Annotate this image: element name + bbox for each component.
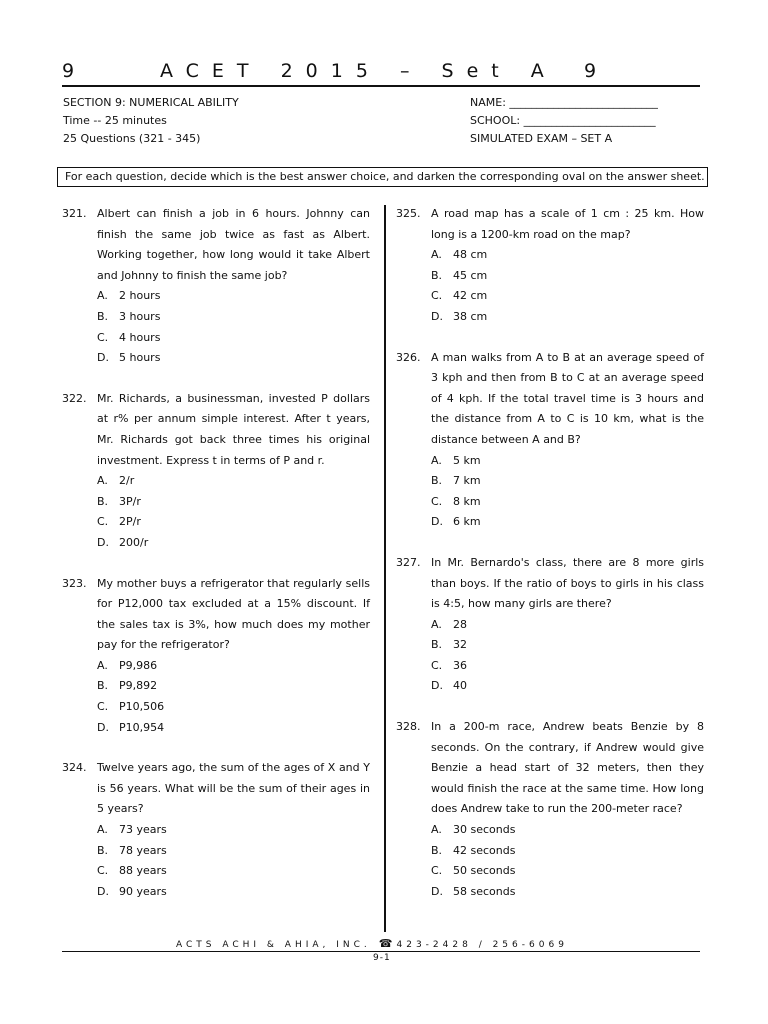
school-field: SCHOOL: ________________________ — [470, 114, 656, 127]
answer-option — [97, 676, 370, 697]
option-letter: D. — [97, 720, 109, 734]
question-text: Mr. Richards, a businessman, invested P dollars at r% per annum simple interest. After t years, Mr. Richards got back three times his original investment. Express t in terms of P and r. — [97, 391, 370, 467]
question-item — [62, 574, 370, 739]
option-letter: C. — [97, 515, 109, 529]
option-letter: A. — [431, 248, 442, 262]
footer-rule — [62, 951, 700, 952]
question-number: 325. — [396, 207, 421, 220]
answer-option — [97, 861, 370, 882]
option-text: 200/r — [119, 535, 149, 549]
option-letter: C. — [431, 864, 443, 878]
answer-option — [431, 286, 704, 307]
option-letter: B. — [97, 679, 109, 693]
option-text: 40 — [453, 679, 467, 693]
answer-option — [431, 266, 704, 287]
phone-numbers: 423-2428 / 256-6069 — [396, 940, 568, 950]
answer-option — [97, 697, 370, 718]
option-letter: A. — [431, 453, 442, 467]
option-text: 3 hours — [119, 309, 161, 323]
option-text: 3P/r — [119, 494, 141, 508]
option-text: 73 years — [119, 823, 167, 837]
option-text: P10,954 — [119, 720, 165, 734]
answer-option — [97, 718, 370, 739]
question-text: Albert can finish a job in 6 hours. Johnny can finish the same job twice as fast as Albert. Working together, how long would it take Albert and Johnny to finish the same job? — [97, 207, 370, 282]
answer-option — [97, 286, 370, 307]
question-text: Twelve years ago, the sum of the ages of X and Y is 56 years. What will be the sum of their ages in 5 years? — [97, 761, 370, 816]
option-text: 58 seconds — [453, 884, 516, 898]
option-text: 88 years — [119, 864, 167, 878]
title-row — [62, 60, 700, 84]
answer-option — [431, 492, 704, 513]
question-text: In a 200-m race, Andrew beats Benzie by 8 seconds. On the contrary, if Andrew would give Benzie a head start of 32 meters, then they would finish the race at the same time. How long does Andrew take to run the 200-meter race? — [431, 720, 704, 816]
question-number: 323. — [62, 576, 87, 590]
exam-title: ACET 2015 – Set A — [160, 60, 557, 82]
answer-option — [431, 882, 704, 903]
option-letter: A. — [97, 823, 108, 837]
name-field: NAME: ___________________________ — [470, 96, 658, 109]
answer-option — [97, 471, 370, 492]
answer-options — [97, 471, 370, 553]
question-item — [62, 204, 370, 369]
answer-option — [431, 676, 704, 697]
option-text: 30 seconds — [453, 823, 516, 837]
answer-option — [431, 656, 704, 677]
answer-option — [97, 533, 370, 554]
student-info — [470, 94, 658, 148]
option-text: 2 hours — [119, 289, 161, 303]
answer-option — [431, 451, 704, 472]
option-letter: B. — [97, 309, 109, 323]
page-number: 9-1 — [373, 953, 391, 963]
answer-option — [431, 635, 704, 656]
answer-option — [431, 471, 704, 492]
option-text: 6 km — [453, 515, 481, 529]
question-item — [396, 553, 704, 697]
question-text: A man walks from A to B at an average speed of 3 kph and then from B to C at an average speed of 4 kph. If the total travel time is 3 hours and the distance from A to C is 10 km, what is the distance between A and B? — [431, 350, 704, 446]
option-letter: B. — [431, 474, 443, 488]
answer-options — [431, 615, 704, 697]
header-rule — [62, 85, 700, 87]
option-text: 7 km — [453, 474, 481, 488]
question-number: 324. — [62, 761, 87, 775]
answer-options — [431, 451, 704, 533]
answer-options — [97, 820, 370, 902]
option-letter: C. — [431, 658, 443, 672]
option-text: 36 — [453, 658, 467, 672]
option-text: 4 hours — [119, 330, 161, 344]
right-question-column — [396, 204, 704, 922]
question-item — [396, 717, 704, 902]
section-number-left: 9 — [62, 60, 77, 82]
question-text: In Mr. Bernardo's class, there are 8 more girls than boys. If the ratio of boys to girls in his class is 4:5, how many girls are there? — [431, 555, 704, 611]
option-letter: B. — [431, 268, 443, 282]
option-letter: D. — [97, 535, 109, 549]
option-letter: A. — [431, 617, 442, 631]
question-number: 328. — [396, 720, 421, 734]
option-text: 42 cm — [453, 289, 488, 303]
answer-options — [431, 245, 704, 327]
answer-option — [97, 841, 370, 862]
answer-option — [97, 882, 370, 903]
option-text: P9,986 — [119, 658, 158, 672]
answer-options — [97, 286, 370, 368]
option-text: 45 cm — [453, 268, 488, 282]
option-text: 42 seconds — [453, 843, 516, 857]
answer-option — [431, 615, 704, 636]
option-letter: D. — [97, 351, 109, 365]
option-text: 8 km — [453, 494, 481, 508]
answer-option — [97, 307, 370, 328]
option-letter: C. — [97, 864, 109, 878]
answer-option — [431, 841, 704, 862]
left-question-column — [62, 204, 370, 922]
option-text: 28 — [453, 617, 467, 631]
question-number: 322. — [62, 391, 87, 405]
answer-options — [97, 656, 370, 738]
option-text: 32 — [453, 638, 467, 652]
option-text: 90 years — [119, 884, 167, 898]
option-letter: B. — [97, 494, 109, 508]
question-item — [396, 348, 704, 533]
answer-option — [431, 245, 704, 266]
footer-contact — [176, 937, 568, 950]
option-letter: B. — [431, 638, 443, 652]
section-info — [63, 94, 239, 148]
option-letter: A. — [97, 474, 108, 488]
option-letter: D. — [431, 679, 443, 693]
question-item — [62, 389, 370, 554]
company-name: ACTS ACHI & AHIA, INC. — [176, 940, 371, 950]
option-letter: B. — [97, 843, 109, 857]
answer-option — [431, 820, 704, 841]
exam-label: SIMULATED EXAM – SET A — [470, 132, 613, 145]
option-letter: C. — [97, 330, 109, 344]
question-item — [396, 204, 704, 328]
option-text: P9,892 — [119, 679, 158, 693]
option-letter: C. — [431, 494, 443, 508]
option-text: 5 km — [453, 453, 481, 467]
option-letter: A. — [97, 658, 108, 672]
answer-option — [97, 348, 370, 369]
option-letter: C. — [97, 700, 109, 714]
option-text: 78 years — [119, 843, 167, 857]
answer-option — [97, 656, 370, 677]
option-text: 2/r — [119, 474, 135, 488]
question-number: 327. — [396, 555, 421, 569]
answer-option — [431, 512, 704, 533]
answer-option — [97, 492, 370, 513]
answer-option — [97, 328, 370, 349]
column-divider — [384, 205, 386, 932]
question-text: My mother buys a refrigerator that regularly sells for P12,000 tax excluded at a 15% discount. If the sales tax is 3%, how much does my mother pay for the refrigerator? — [97, 576, 370, 652]
option-letter: B. — [431, 843, 443, 857]
option-letter: D. — [431, 309, 443, 323]
option-text: 48 cm — [453, 248, 488, 262]
section-title: SECTION 9: NUMERICAL ABILITY — [63, 96, 239, 109]
section-number-right: 9 — [584, 60, 599, 82]
option-text: 5 hours — [119, 351, 161, 365]
option-letter: D. — [97, 884, 109, 898]
option-text: P10,506 — [119, 700, 165, 714]
option-letter: C. — [431, 289, 443, 303]
question-range: 25 Questions (321 - 345) — [63, 132, 201, 145]
option-text: 50 seconds — [453, 864, 516, 878]
instructions-box: For each question, decide which is the best answer choice, and darken the corresponding oval on the answer sheet. — [57, 167, 708, 187]
time-limit: Time -- 25 minutes — [63, 114, 167, 127]
question-text: A road map has a scale of 1 cm : 25 km. How long is a 1200-km road on the map? — [431, 207, 704, 241]
answer-option — [431, 861, 704, 882]
question-item — [62, 758, 370, 902]
option-letter: D. — [431, 884, 443, 898]
answer-option — [431, 307, 704, 328]
question-number: 326. — [396, 350, 421, 364]
answer-option — [97, 820, 370, 841]
option-text: 2P/r — [119, 515, 141, 529]
option-letter: A. — [97, 289, 108, 303]
answer-options — [431, 820, 704, 902]
option-letter: D. — [431, 515, 443, 529]
answer-option — [97, 512, 370, 533]
option-text: 38 cm — [453, 309, 488, 323]
option-letter: A. — [431, 823, 442, 837]
phone-icon: ☎ — [378, 937, 393, 950]
question-number: 321. — [62, 207, 87, 220]
